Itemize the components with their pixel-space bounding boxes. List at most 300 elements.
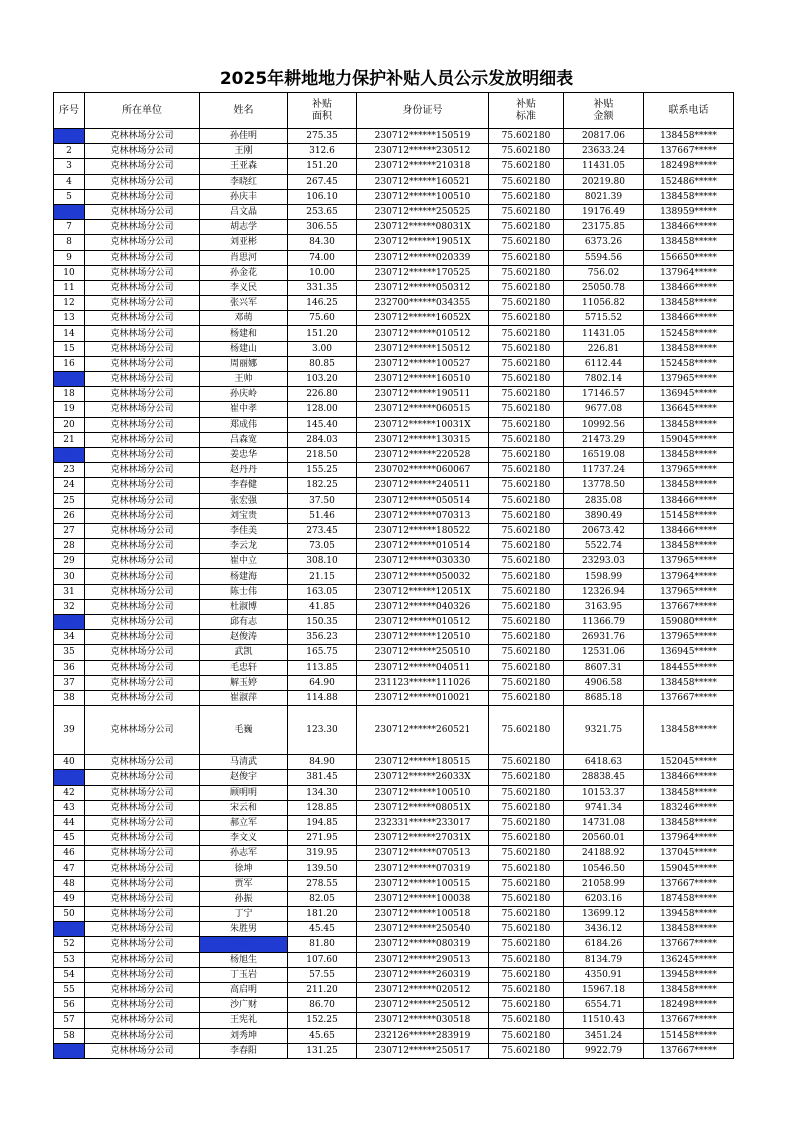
area-cell: 182.25: [288, 478, 357, 493]
standard-cell: 75.602180: [489, 220, 564, 235]
standard-cell: 75.602180: [489, 463, 564, 478]
area-cell: 194.85: [288, 815, 357, 830]
table-row: [54, 402, 734, 417]
seq-cell: 3: [54, 159, 85, 174]
seq-cell: 8: [54, 235, 85, 250]
standard-cell: 75.602180: [489, 493, 564, 508]
id-cell: 230712******010021: [357, 690, 489, 705]
unit-cell: 克林林场分公司: [85, 645, 200, 660]
phone-cell: 159045*****: [644, 861, 734, 876]
area-cell: 267.45: [288, 174, 357, 189]
table-header-row: [54, 93, 734, 129]
name-cell: 郑成伟: [200, 417, 288, 432]
name-cell: 崔中立: [200, 554, 288, 569]
id-cell: 230712******240511: [357, 478, 489, 493]
amount-cell: 6112.44: [564, 356, 644, 371]
table-row: [54, 615, 734, 630]
seq-cell: 46: [54, 846, 85, 861]
amount-cell: 6203.16: [564, 891, 644, 906]
table-row: [54, 706, 734, 755]
amount-cell: 756.02: [564, 265, 644, 280]
unit-cell: 克林林场分公司: [85, 417, 200, 432]
standard-cell: 75.602180: [489, 1043, 564, 1058]
phone-cell: 138466*****: [644, 523, 734, 538]
phone-cell: 138458*****: [644, 129, 734, 144]
unit-cell: 克林林场分公司: [85, 554, 200, 569]
amount-cell: 23175.85: [564, 220, 644, 235]
standard-cell: 75.602180: [489, 235, 564, 250]
phone-cell: 151458*****: [644, 1028, 734, 1043]
unit-cell: 克林林场分公司: [85, 982, 200, 997]
seq-cell: 15: [54, 341, 85, 356]
phone-cell: 182498*****: [644, 998, 734, 1013]
table-row: [54, 432, 734, 447]
standard-cell: 75.602180: [489, 815, 564, 830]
seq-cell: 10: [54, 265, 85, 280]
area-cell: 131.25: [288, 1043, 357, 1058]
id-cell: 230712******050514: [357, 493, 489, 508]
table-row: [54, 1013, 734, 1028]
amount-cell: 9321.75: [564, 706, 644, 755]
phone-cell: 137965*****: [644, 630, 734, 645]
id-cell: 230712******020339: [357, 250, 489, 265]
unit-cell: 克林林场分公司: [85, 891, 200, 906]
name-cell: 李义民: [200, 280, 288, 295]
area-cell: 45.65: [288, 1028, 357, 1043]
amount-cell: 3436.12: [564, 922, 644, 937]
standard-cell: 75.602180: [489, 554, 564, 569]
seq-cell: 35: [54, 645, 85, 660]
unit-cell: 克林林场分公司: [85, 907, 200, 922]
area-cell: 139.50: [288, 861, 357, 876]
standard-cell: 75.602180: [489, 326, 564, 341]
unit-cell: 克林林场分公司: [85, 493, 200, 508]
phone-cell: 137965*****: [644, 584, 734, 599]
amount-cell: 5522.74: [564, 539, 644, 554]
standard-cell: 75.602180: [489, 372, 564, 387]
name-cell: 周丽娜: [200, 356, 288, 371]
seq-cell: 48: [54, 876, 85, 891]
amount-cell: 3890.49: [564, 508, 644, 523]
area-cell: 10.00: [288, 265, 357, 280]
table-row: [54, 129, 734, 144]
phone-cell: 152458*****: [644, 356, 734, 371]
phone-cell: 137045*****: [644, 846, 734, 861]
id-cell: 230712******26033X: [357, 770, 489, 785]
area-cell: 146.25: [288, 296, 357, 311]
standard-cell: 75.602180: [489, 952, 564, 967]
amount-cell: 10153.37: [564, 785, 644, 800]
name-cell: 丁玉岩: [200, 967, 288, 982]
table-row: [54, 523, 734, 538]
name-cell: 杨建山: [200, 341, 288, 356]
area-cell: 51.46: [288, 508, 357, 523]
area-cell: 128.00: [288, 402, 357, 417]
standard-cell: 75.602180: [489, 982, 564, 997]
table-row: [54, 660, 734, 675]
unit-cell: 克林林场分公司: [85, 615, 200, 630]
name-cell: 吕文晶: [200, 204, 288, 219]
unit-cell: 克林林场分公司: [85, 478, 200, 493]
seq-cell: 18: [54, 387, 85, 402]
name-cell: 孙佳明: [200, 129, 288, 144]
name-cell: 孙志军: [200, 846, 288, 861]
id-cell: 230712******19051X: [357, 235, 489, 250]
amount-cell: 226.81: [564, 341, 644, 356]
seq-cell: 26: [54, 508, 85, 523]
table-row: [54, 967, 734, 982]
seq-cell: 28: [54, 539, 85, 554]
area-cell: 107.60: [288, 952, 357, 967]
id-cell: 230712******180522: [357, 523, 489, 538]
unit-cell: 克林林场分公司: [85, 523, 200, 538]
seq-cell: 55: [54, 982, 85, 997]
amount-cell: 4350.91: [564, 967, 644, 982]
phone-cell: 138466*****: [644, 280, 734, 295]
area-cell: 211.20: [288, 982, 357, 997]
standard-cell: 75.602180: [489, 831, 564, 846]
name-cell: 胡志学: [200, 220, 288, 235]
area-cell: 41.85: [288, 599, 357, 614]
seq-cell: 12: [54, 296, 85, 311]
table-row: [54, 1028, 734, 1043]
id-cell: 230712******08051X: [357, 800, 489, 815]
unit-cell: 克林林场分公司: [85, 1028, 200, 1043]
seq-cell: 29: [54, 554, 85, 569]
area-cell: 21.15: [288, 569, 357, 584]
phone-cell: 138466*****: [644, 311, 734, 326]
standard-cell: 75.602180: [489, 785, 564, 800]
amount-cell: 9922.79: [564, 1043, 644, 1058]
area-cell: 82.05: [288, 891, 357, 906]
seq-cell: 59: [54, 1043, 85, 1058]
amount-cell: 7802.14: [564, 372, 644, 387]
phone-cell: 137667*****: [644, 690, 734, 705]
seq-cell: 50: [54, 907, 85, 922]
amount-cell: 24188.92: [564, 846, 644, 861]
phone-cell: 137667*****: [644, 144, 734, 159]
phone-cell: 138458*****: [644, 922, 734, 937]
table-row: [54, 220, 734, 235]
standard-cell: 75.602180: [489, 539, 564, 554]
phone-cell: 138959*****: [644, 204, 734, 219]
amount-cell: 3451.24: [564, 1028, 644, 1043]
table-row: [54, 846, 734, 861]
amount-cell: 6373.26: [564, 235, 644, 250]
id-cell: 230712******170525: [357, 265, 489, 280]
unit-cell: 克林林场分公司: [85, 265, 200, 280]
id-cell: 230712******160510: [357, 372, 489, 387]
table-row: [54, 311, 734, 326]
id-cell: 230712******100518: [357, 907, 489, 922]
table-row: [54, 876, 734, 891]
phone-cell: 138458*****: [644, 982, 734, 997]
seq-cell: 32: [54, 599, 85, 614]
amount-cell: 9741.34: [564, 800, 644, 815]
name-cell: 邓萌: [200, 311, 288, 326]
amount-cell: 14731.08: [564, 815, 644, 830]
unit-cell: 克林林场分公司: [85, 952, 200, 967]
table-row: [54, 569, 734, 584]
unit-cell: 克林林场分公司: [85, 831, 200, 846]
seq-cell: 22: [54, 447, 85, 462]
amount-cell: 6418.63: [564, 755, 644, 770]
table-row: [54, 417, 734, 432]
standard-cell: 75.602180: [489, 861, 564, 876]
amount-header: 补贴 金额: [564, 93, 644, 129]
area-cell: 273.45: [288, 523, 357, 538]
table-row: [54, 280, 734, 295]
phone-cell: 137965*****: [644, 372, 734, 387]
seq-header: 序号: [54, 93, 85, 129]
seq-cell: 36: [54, 660, 85, 675]
table-row: [54, 296, 734, 311]
amount-cell: 17146.57: [564, 387, 644, 402]
seq-cell: 33: [54, 615, 85, 630]
id-cell: 230712******160521: [357, 174, 489, 189]
amount-cell: 6184.26: [564, 937, 644, 952]
phone-cell: 152045*****: [644, 755, 734, 770]
seq-cell: 19: [54, 402, 85, 417]
amount-cell: 8021.39: [564, 189, 644, 204]
phone-cell: 138458*****: [644, 815, 734, 830]
id-cell: 230712******260319: [357, 967, 489, 982]
phone-cell: 183246*****: [644, 800, 734, 815]
seq-cell: 5: [54, 189, 85, 204]
area-cell: 152.25: [288, 1013, 357, 1028]
standard-cell: 75.602180: [489, 129, 564, 144]
id-cell: 230712******250517: [357, 1043, 489, 1058]
seq-cell: 43: [54, 800, 85, 815]
name-cell: 徐坤: [200, 861, 288, 876]
seq-cell: 39: [54, 706, 85, 755]
phone-cell: 159080*****: [644, 615, 734, 630]
table-row: [54, 800, 734, 815]
standard-cell: 75.602180: [489, 706, 564, 755]
unit-cell: 克林林场分公司: [85, 846, 200, 861]
id-cell: 230712******040326: [357, 599, 489, 614]
table-row: [54, 204, 734, 219]
name-cell: 崔中孝: [200, 402, 288, 417]
table-row: [54, 463, 734, 478]
standard-cell: 75.602180: [489, 967, 564, 982]
phone-cell: 136645*****: [644, 402, 734, 417]
id-cell: 230712******100527: [357, 356, 489, 371]
id-cell: 230712******100510: [357, 189, 489, 204]
amount-cell: 16519.08: [564, 447, 644, 462]
area-cell: 150.35: [288, 615, 357, 630]
id-cell: 230712******180515: [357, 755, 489, 770]
unit-cell: 克林林场分公司: [85, 189, 200, 204]
name-cell: 李春健: [200, 478, 288, 493]
unit-cell: 克林林场分公司: [85, 998, 200, 1013]
id-cell: 230712******040511: [357, 660, 489, 675]
name-header: 姓名: [200, 93, 288, 129]
name-cell: 朱胜男: [200, 922, 288, 937]
phone-cell: 138458*****: [644, 706, 734, 755]
amount-cell: 11510.43: [564, 1013, 644, 1028]
seq-cell: 47: [54, 861, 85, 876]
id-cell: 230712******210318: [357, 159, 489, 174]
amount-cell: 25050.78: [564, 280, 644, 295]
area-cell: 45.45: [288, 922, 357, 937]
area-cell: 114.88: [288, 690, 357, 705]
standard-cell: 75.602180: [489, 846, 564, 861]
table-row: [54, 189, 734, 204]
unit-cell: 克林林场分公司: [85, 584, 200, 599]
table-row: [54, 630, 734, 645]
table-row: [54, 159, 734, 174]
amount-cell: 21473.29: [564, 432, 644, 447]
phone-cell: 137964*****: [644, 569, 734, 584]
name-cell: 李晓红: [200, 174, 288, 189]
phone-cell: 152458*****: [644, 326, 734, 341]
phone-cell: 138458*****: [644, 341, 734, 356]
phone-cell: 137964*****: [644, 265, 734, 280]
standard-cell: 75.602180: [489, 447, 564, 462]
phone-cell: 136945*****: [644, 387, 734, 402]
unit-cell: 克林林场分公司: [85, 235, 200, 250]
id-cell: 230712******250512: [357, 998, 489, 1013]
area-cell: 113.85: [288, 660, 357, 675]
table-row: [54, 250, 734, 265]
area-cell: 151.20: [288, 326, 357, 341]
unit-cell: 克林林场分公司: [85, 937, 200, 952]
unit-cell: 克林林场分公司: [85, 387, 200, 402]
amount-cell: 8134.79: [564, 952, 644, 967]
area-cell: 155.25: [288, 463, 357, 478]
name-cell: 孙庆岭: [200, 387, 288, 402]
phone-cell: 137667*****: [644, 599, 734, 614]
area-cell: 106.10: [288, 189, 357, 204]
amount-cell: 12531.06: [564, 645, 644, 660]
phone-cell: 184455*****: [644, 660, 734, 675]
unit-cell: 克林林场分公司: [85, 569, 200, 584]
standard-cell: 75.602180: [489, 523, 564, 538]
phone-cell: 156650*****: [644, 250, 734, 265]
seq-cell: 1: [54, 129, 85, 144]
table-row: [54, 508, 734, 523]
area-cell: 165.75: [288, 645, 357, 660]
name-cell: 张兴军: [200, 296, 288, 311]
name-cell: 孙庆丰: [200, 189, 288, 204]
phone-cell: 138458*****: [644, 675, 734, 690]
phone-cell: 187458*****: [644, 891, 734, 906]
seq-cell: 30: [54, 569, 85, 584]
id-cell: 230712******290513: [357, 952, 489, 967]
unit-cell: 克林林场分公司: [85, 539, 200, 554]
phone-cell: 138458*****: [644, 296, 734, 311]
id-cell: 230712******130315: [357, 432, 489, 447]
standard-cell: 75.602180: [489, 159, 564, 174]
name-cell: 孙振: [200, 891, 288, 906]
table-row: [54, 447, 734, 462]
amount-cell: 20560.01: [564, 831, 644, 846]
unit-cell: 克林林场分公司: [85, 296, 200, 311]
id-cell: 230712******060515: [357, 402, 489, 417]
unit-cell: 克林林场分公司: [85, 675, 200, 690]
seq-cell: 2: [54, 144, 85, 159]
id-cell: 230712******150512: [357, 341, 489, 356]
amount-cell: 23633.24: [564, 144, 644, 159]
id-cell: 230712******010512: [357, 326, 489, 341]
name-cell: 赵俊宇: [200, 770, 288, 785]
amount-cell: 11431.05: [564, 326, 644, 341]
phone-cell: 138458*****: [644, 539, 734, 554]
table-row: [54, 235, 734, 250]
phone-cell: 159045*****: [644, 432, 734, 447]
name-cell: 刘宝贵: [200, 508, 288, 523]
unit-cell: 克林林场分公司: [85, 755, 200, 770]
id-cell: 232700******034355: [357, 296, 489, 311]
amount-cell: 20219.80: [564, 174, 644, 189]
id-cell: 230712******230512: [357, 144, 489, 159]
phone-cell: 138458*****: [644, 447, 734, 462]
standard-cell: 75.602180: [489, 296, 564, 311]
table-row: [54, 922, 734, 937]
table-row: [54, 770, 734, 785]
phone-cell: 138458*****: [644, 235, 734, 250]
name-cell: 王刚: [200, 144, 288, 159]
table-row: [54, 937, 734, 952]
table-row: [54, 341, 734, 356]
area-cell: 319.95: [288, 846, 357, 861]
unit-cell: 克林林场分公司: [85, 159, 200, 174]
standard-cell: 75.602180: [489, 265, 564, 280]
name-cell: 陈士伟: [200, 584, 288, 599]
area-cell: 226.80: [288, 387, 357, 402]
seq-cell: 20: [54, 417, 85, 432]
seq-cell: 51: [54, 922, 85, 937]
table-row: [54, 982, 734, 997]
seq-cell: 16: [54, 356, 85, 371]
seq-cell: 40: [54, 755, 85, 770]
seq-cell: 57: [54, 1013, 85, 1028]
area-cell: 103.20: [288, 372, 357, 387]
seq-cell: 34: [54, 630, 85, 645]
phone-cell: 136245*****: [644, 952, 734, 967]
id-cell: 232126******283919: [357, 1028, 489, 1043]
phone-cell: 137667*****: [644, 876, 734, 891]
standard-cell: 75.602180: [489, 755, 564, 770]
seq-cell: 7: [54, 220, 85, 235]
unit-cell: 克林林场分公司: [85, 630, 200, 645]
id-cell: 230712******020512: [357, 982, 489, 997]
standard-cell: 75.602180: [489, 1028, 564, 1043]
id-cell: 230712******220528: [357, 447, 489, 462]
id-cell: 232331******233017: [357, 815, 489, 830]
standard-cell: 75.602180: [489, 690, 564, 705]
area-cell: 151.20: [288, 159, 357, 174]
amount-cell: 13699.12: [564, 907, 644, 922]
unit-cell: 克林林场分公司: [85, 463, 200, 478]
table-row: [54, 387, 734, 402]
area-cell: 356.23: [288, 630, 357, 645]
name-cell: 姜忠华: [200, 447, 288, 462]
name-cell: 毛巍: [200, 706, 288, 755]
table-row: [54, 831, 734, 846]
amount-cell: 11737.24: [564, 463, 644, 478]
name-cell: 吕森宽: [200, 432, 288, 447]
standard-cell: 75.602180: [489, 417, 564, 432]
seq-cell: 31: [54, 584, 85, 599]
amount-cell: 19176.49: [564, 204, 644, 219]
id-cell: 230712******100038: [357, 891, 489, 906]
id-cell: 230712******16052X: [357, 311, 489, 326]
id-cell: 230712******250525: [357, 204, 489, 219]
name-cell: 李春阳: [200, 1043, 288, 1058]
table-row: [54, 599, 734, 614]
